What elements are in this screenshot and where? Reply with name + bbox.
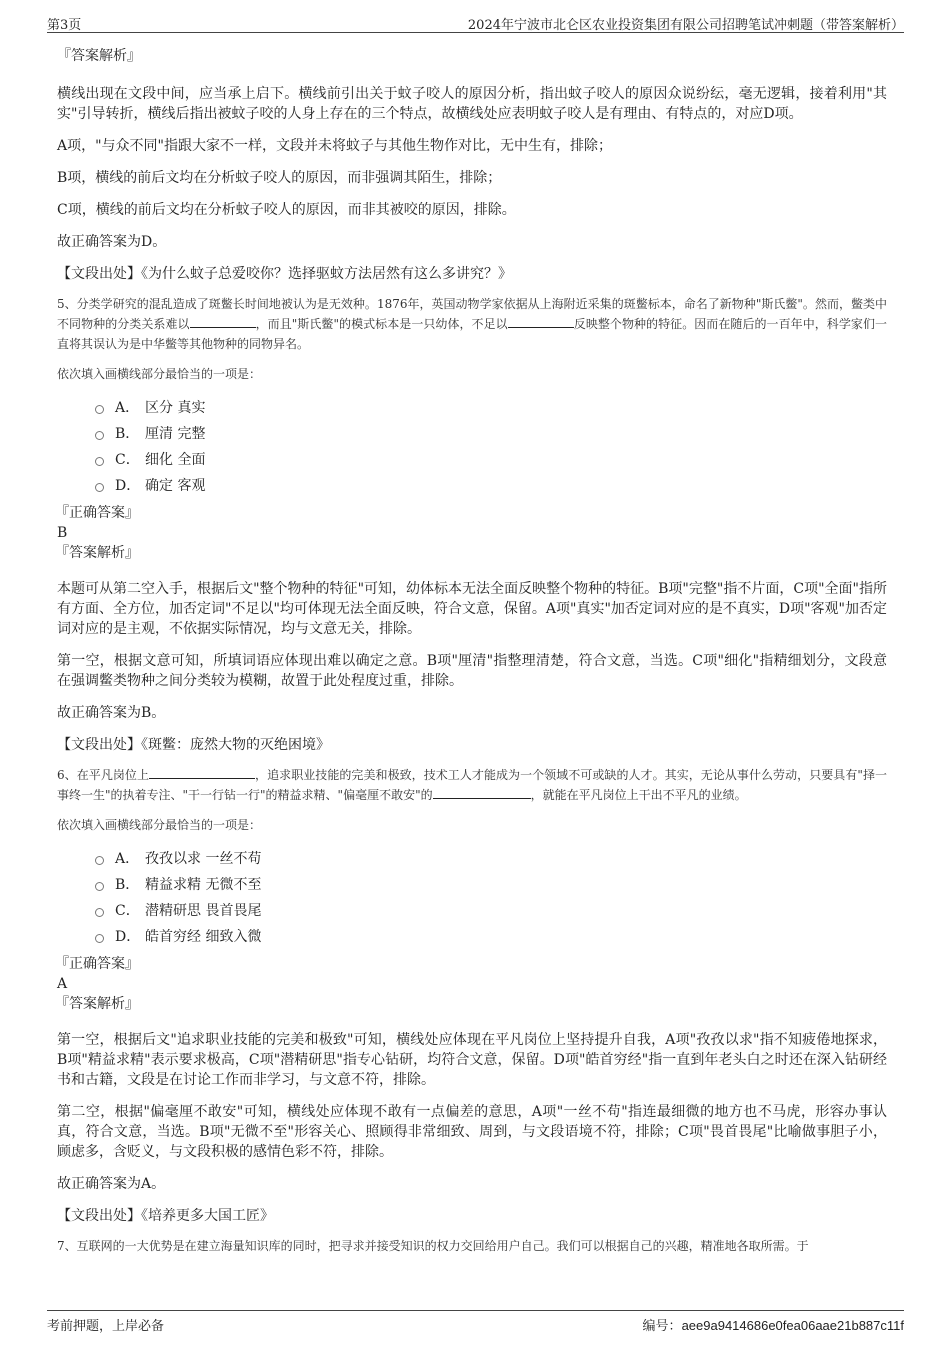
document-title: 2024年宁波市北仑区农业投资集团有限公司招聘笔试冲刺题（带答案解析） <box>467 18 904 33</box>
analysis-conclusion: 故正确答案为A。 <box>57 1176 166 1192</box>
document-code: 编号：aee9a9414686e0fea06aae21b887c11f <box>642 1318 904 1334</box>
analysis-label: 『答案解析』 <box>55 545 139 561</box>
analysis-option-c: C项，横线的前后文均在分析蚊子咬人的原因，而非其被咬的原因，排除。 <box>57 202 516 218</box>
page-footer <box>47 1310 904 1333</box>
radio-button[interactable] <box>95 856 104 865</box>
radio-button[interactable] <box>95 405 104 414</box>
radio-button[interactable] <box>95 431 104 440</box>
option-c[interactable]: C． 潜精研思 畏首畏尾 <box>57 898 887 924</box>
correct-answer-label: 『正确答案』 <box>55 956 139 972</box>
question-7-stem: 7、互联网的一大优势是在建立海量知识库的同时，把寻求并接受知识的权力交回给用户自己。我们可以根据自己的兴趣，精准地各取所需。于 <box>57 1239 809 1253</box>
correct-answer: A <box>57 976 68 992</box>
analysis-conclusion: 故正确答案为D。 <box>57 234 167 250</box>
question-6-prompt: 依次填入画横线部分最恰当的一项是： <box>57 818 262 832</box>
analysis-paragraph: 第二空，根据"偏毫厘不敢安"可知，横线处应体现不敢有一点偏差的意思，A项"一丝不苟"指连最细微的地方也不马虎，形容办事认真，符合文意，当选。B项"无微不至"形容关心、照顾得非常细致、周到，与文段语境不符，排除；C项"畏首畏尾"比喻做事胆子小，顾虑多，含贬义，与文段积极的感情色彩不符，排除。 <box>57 1104 887 1160</box>
analysis-conclusion: 故正确答案为B。 <box>57 705 166 721</box>
question-5-stem: 5、分类学研究的混乱造成了斑鳖长时间地被认为是无效种。1876年，英国动物学家依据从上海附近采集的斑鳖标本，命名了新物种"斯氏鳖"。然而，鳖类中不同物种的分类关系难以 ，而且"斯氏鳖"的模式标本是一只幼体，不足以 反映整个物种的特征。因而在随后的一百年中，科学家们一直将其误认为是中华鳖等其他物种的同物异名。 <box>57 297 887 351</box>
option-d[interactable]: D． 确定 客观 <box>57 473 887 499</box>
answer-blank <box>433 786 531 799</box>
option-c[interactable]: C． 细化 全面 <box>57 447 887 473</box>
option-d[interactable]: D． 皓首穷经 细致入微 <box>57 924 887 950</box>
analysis-paragraph: 本题可从第二空入手，根据后文"整个物种的特征"可知，幼体标本无法全面反映整个物种的特征。B项"完整"指不片面，C项"全面"指所有方面、全方位，加否定词"不足以"均可体现无法全面反映，符合文意，保留。A项"真实"加否定词对应的是不真实，D项"客观"加否定词对应的是主观，不依据实际情况，均与文意无关，排除。 <box>57 581 887 637</box>
question-6-options <box>57 846 887 950</box>
option-a[interactable]: A． 区分 真实 <box>57 395 887 421</box>
page-header <box>47 12 904 33</box>
answer-blank <box>149 766 255 779</box>
source-citation: 【文段出处】《培养更多大国工匠》 <box>57 1208 274 1224</box>
source-citation: 【文段出处】《为什么蚊子总爱咬你？选择驱蚊方法居然有这么多讲究？》 <box>57 266 512 282</box>
correct-answer-label: 『正确答案』 <box>55 505 139 521</box>
radio-button[interactable] <box>95 882 104 891</box>
question-5-options <box>57 395 887 499</box>
analysis-paragraph: 第一空，根据后文"追求职业技能的完美和极致"可知，横线处应体现在平凡岗位上坚持提升自我，A项"孜孜以求"指不知疲倦地探求，B项"精益求精"表示要求极高，C项"潜精研思"指专心钻研，均符合文意，保留。D项"皓首穷经"指一直到年老头白之时还在深入钻研经书和古籍，文段是在讨论工作而非学习，与文意不符，排除。 <box>57 1032 887 1088</box>
option-b[interactable]: B． 厘清 完整 <box>57 421 887 447</box>
answer-blank <box>190 315 256 328</box>
correct-answer: B <box>57 525 68 541</box>
radio-button[interactable] <box>95 483 104 492</box>
page-content <box>57 44 887 1256</box>
radio-button[interactable] <box>95 457 104 466</box>
option-b[interactable]: B． 精益求精 无微不至 <box>57 872 887 898</box>
analysis-option-b: B项，横线的前后文均在分析蚊子咬人的原因，而非强调其陌生，排除； <box>57 170 502 186</box>
answer-blank <box>508 315 574 328</box>
radio-button[interactable] <box>95 908 104 917</box>
question-6-stem: 6、在平凡岗位上 ，追求职业技能的完美和极致，技术工人才能成为一个领域不可或缺的人才。其实，无论从事什么劳动，只要具有"择一事终一生"的执着专注、"干一行钻一行"的精益求精、"偏毫厘不敢安"的 ，就能在平凡岗位上干出不平凡的业绩。 <box>57 768 887 802</box>
option-a[interactable]: A． 孜孜以求 一丝不苟 <box>57 846 887 872</box>
analysis-paragraph: 第一空，根据文意可知，所填词语应体现出难以确定之意。B项"厘清"指整理清楚，符合文意，当选。C项"细化"指精细划分，文段意在强调鳖类物种之间分类较为模糊，故置于此处程度过重，排除。 <box>57 653 887 689</box>
analysis-option-a: A项，"与众不同"指跟大家不一样，文段并未将蚊子与其他生物作对比，无中生有，排除； <box>57 138 612 154</box>
analysis-label: 『答案解析』 <box>57 48 141 64</box>
footer-slogan: 考前押题，上岸必备 <box>47 1319 165 1334</box>
page-number: 第3页 <box>47 18 82 33</box>
radio-button[interactable] <box>95 934 104 943</box>
analysis-label: 『答案解析』 <box>55 996 139 1012</box>
analysis-paragraph: 横线出现在文段中间，应当承上启下。横线前引出关于蚊子咬人的原因分析，指出蚊子咬人的原因众说纷纭，毫无逻辑，接着利用"其实"引导转折，横线后指出被蚊子咬的人身上存在的三个特点，故横线处应表明蚊子咬人是有理由、有特点的，对应D项。 <box>57 86 887 122</box>
source-citation: 【文段出处】《斑鳖：庞然大物的灭绝困境》 <box>57 737 330 753</box>
question-5-prompt: 依次填入画横线部分最恰当的一项是： <box>57 367 262 381</box>
